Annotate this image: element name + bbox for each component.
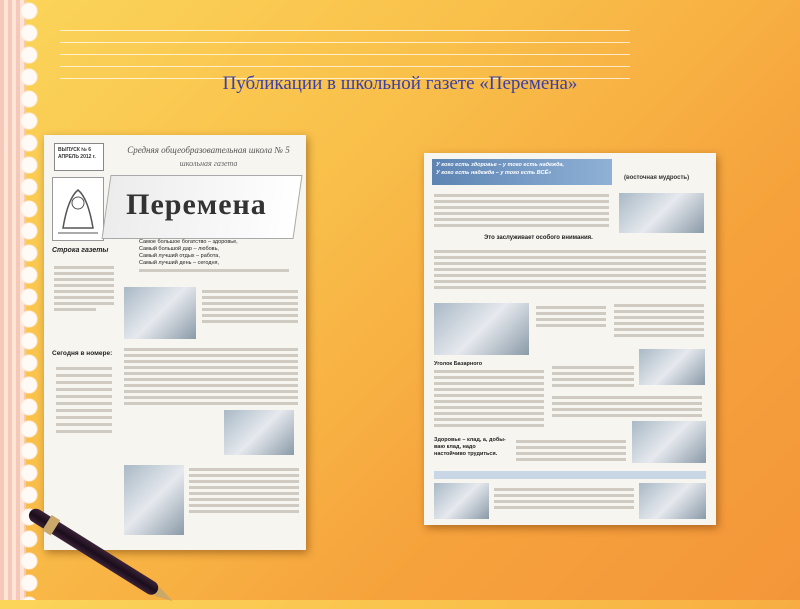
issue-number: ВЫПУСК № 6 bbox=[58, 147, 92, 153]
quote-line: Самое большое богатство – здоровье, bbox=[139, 239, 238, 245]
article-bottom-text bbox=[189, 465, 299, 516]
photo-bottom-1 bbox=[434, 483, 489, 519]
photo-bottom-2 bbox=[639, 483, 706, 519]
photo-desks bbox=[434, 303, 529, 355]
bazarny-corner bbox=[434, 361, 544, 430]
masthead: Перемена bbox=[126, 188, 267, 221]
newspaper-inner-page bbox=[424, 153, 716, 525]
right-text bbox=[614, 301, 704, 340]
school-name: Средняя общеобразовательная школа № 5 bbox=[127, 145, 290, 155]
contents-list bbox=[56, 363, 112, 437]
health-banner bbox=[432, 159, 612, 185]
photo-board bbox=[639, 349, 705, 385]
attribution: (восточная мудрость) bbox=[624, 175, 690, 181]
bottom-text bbox=[516, 437, 626, 464]
quote-line: Самый лучший отдых – работа, bbox=[139, 253, 220, 259]
banner-line-1: У кого есть здоровье – у того есть надежда, bbox=[436, 162, 565, 168]
intro-text bbox=[434, 191, 609, 230]
quotes-block bbox=[139, 239, 299, 272]
motto: Здоровье – клад, а, добы-ваю клад, надо настойчиво трудиться. bbox=[434, 437, 506, 457]
footer-text bbox=[494, 485, 634, 512]
photo-classroom bbox=[619, 193, 704, 233]
right-middle-text bbox=[552, 363, 634, 390]
left-column-text bbox=[54, 263, 114, 314]
school-logo bbox=[52, 177, 104, 241]
blue-strip bbox=[434, 471, 706, 479]
newspaper-cover bbox=[44, 135, 306, 550]
slide-title: Публикации в школьной газете «Перемена» bbox=[222, 73, 578, 94]
photo-students bbox=[124, 287, 196, 339]
banner-line-2: У кого есть надежда – у того есть ВСЁ» bbox=[436, 170, 552, 176]
photo-event bbox=[224, 410, 294, 455]
newspaper-subtitle: школьная газета bbox=[179, 159, 238, 168]
column-heading: Строка газеты bbox=[52, 247, 109, 254]
quote-line: Самый большой дар – любовь, bbox=[139, 246, 219, 252]
article-text bbox=[202, 287, 298, 326]
lower-right-text bbox=[552, 393, 702, 420]
emphasis-text: Это заслуживает особого внимания. bbox=[484, 235, 593, 241]
photo-feet-mat bbox=[632, 421, 706, 463]
issue-box bbox=[54, 143, 104, 171]
photo-children bbox=[124, 465, 184, 535]
issue-date: АПРЕЛЬ 2012 г. bbox=[58, 154, 96, 160]
section-label: Уголок Базарного bbox=[434, 361, 483, 367]
article-body bbox=[124, 345, 298, 408]
masthead-box bbox=[102, 175, 303, 239]
middle-text bbox=[536, 303, 606, 330]
wide-text bbox=[434, 247, 706, 292]
quote-line: Самый лучший день – сегодня, bbox=[139, 260, 220, 266]
contents-heading: Сегодня в номере: bbox=[52, 350, 113, 357]
